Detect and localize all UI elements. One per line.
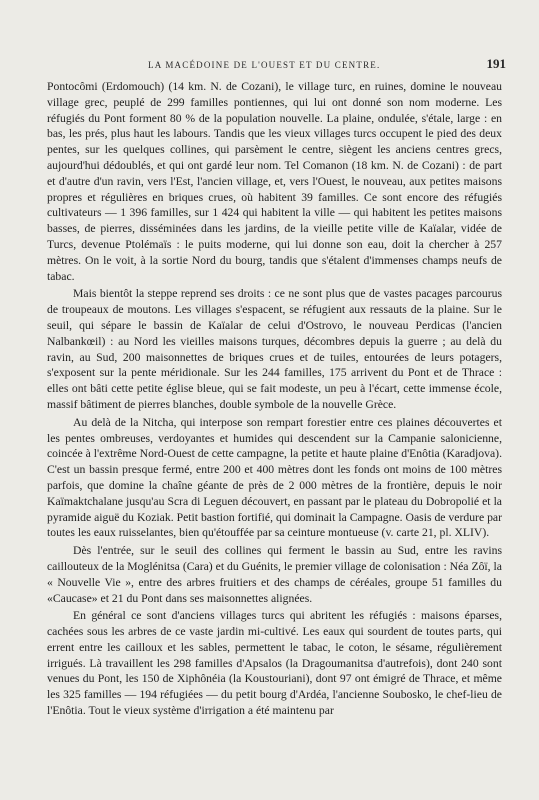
running-title: LA MACÉDOINE DE L'OUEST ET DU CENTRE. (148, 60, 381, 70)
paragraph-3: Au delà de la Nitcha, qui interpose son rempart forestier entre ces plaines découvertes et les pentes ombreuses, verdoyantes et humides qui descendent sur la Campanie salonicienne, coincée à l'extrême Nord-Ouest de cette campagne, la petite et haute plaine d'Enôtia (Karadjova). C'est un bassin presque fermé, entre 200 et 400 mètres dont les fonds ont moins de 100 mètres parfois, que domine la chaîne géante de près de 2 000 mètres de la frontière, depuis le noir Kaïmaktchalane jusqu'au Scra di Leguen découvert, en passant par le plateau du Dobropolié et la pyramide aiguë du Koziak. Petit bastion fortifié, qui dominait la Campagne. Oasis de verdure par toutes les eaux ruisselantes, bien qu'étouffée par sa ceinture montueuse (v. carte 21, pl. XLIV). (47, 415, 502, 540)
page-number: 191 (486, 56, 506, 71)
paragraph-2: Mais bientôt la steppe reprend ses droits : ce ne sont plus que de vastes pacages parcourus de troupeaux de moutons. Les villages s'espacent, se réfugient aux ressauts de la plaine. Sur le seuil, qui sépare le bassin de Kaïalar de celui d'Ostrovo, le nouveau Perdicas (l'ancien Nalbankœil) : au Nord les vieilles maisons turques, décombres depuis la guerre ; au delà du ravin, au Sud, 200 maisonnettes de briques crues et de tuiles, entourées de leurs potagers, s'exposent sur la pente méridionale. Sur les 244 familles, 175 arrivent du Pont et de Thrace : elles ont bâti cette petite église bleue, qui se fait modeste, un peu à l'écart, cette immense école, massif bâtiment de pierres blanches, double symbole de la nouvelle Grèce. (47, 287, 502, 411)
page-body (47, 79, 502, 721)
paragraph-1: Pontocômi (Erdomouch) (14 km. N. de Cozani), le village turc, en ruines, domine le nouveau village grec, peuplé de 299 familles pontiennes, qui lui ont donné son nom moderne. Les réfugiés du Pont forment 80 % de la population nouvelle. La plaine, ondulée, s'étale, large : en bas, les prés, plus haut les labours. Tandis que les vieux villages turcs occupent le pied des deux pentes, sur les quelques collines, qui parsèment le centre, siègent les anciens centres grecs, aujourd'hui dédoublés, et qui ont gardé leur nom. Tel Comanon (18 km. N. de Cozani) : de part et d'autre d'un ravin, vers l'Est, l'ancien village, et, vers l'Ouest, le nouveau, aux petites maisons propres et régulières en briques crues, où habitent 39 familles. Ce sont encore des réfugiés cultivateurs — 1 396 familles, sur 1 424 qui habitent la ville — qui habitent les petites maisons basses, de pierres, disséminées dans les jardins, de la vieille petite ville de Kaïalar, vidée de Turcs, devenue Ptolémaïs : le puits moderne, qui lui donne son eau, doit la chercher à 257 mètres. On le voit, à la sortie Nord du bourg, tandis que s'étalent d'immenses champs neufs de tabac. (47, 80, 502, 283)
page-header (40, 56, 506, 74)
paragraph-4: Dès l'entrée, sur le seuil des collines qui ferment le bassin au Sud, entre les ravins caillouteux de la Moglénitsa (Cara) et du Guénits, le premier village de colonisation : Néa Zôï, la « Nouvelle Vie », entre des arbres fruitiers et des champs de céréales, groupe 51 familles du «Caucase» et 21 du Pont dans ses maisonnettes alignées. (47, 544, 502, 605)
paragraph-5: En général ce sont d'anciens villages turcs qui abritent les réfugiés : maisons éparses, cachées sous les arbres de ce vaste jardin mi-cultivé. Les eaux qui sourdent de toutes parts, qui errent entre les cailloux et les sables, permettent le tabac, le coton, le sésame, régulièrement irrigués. Là travaillent les 298 familles d'Apsalos (la Dragoumanitsa d'autrefois), dont 240 sont venues du Pont, les 150 de Xiphônéia (la Koustouriani), dont 97 ont émigré de Thrace, et même les 325 familles — 194 réfugiées — du petit bourg d'Ardéa, l'ancienne Soubosko, le chef-lieu de l'Enôtia. Tout le vieux système d'irrigation a été maintenu par (47, 609, 502, 718)
